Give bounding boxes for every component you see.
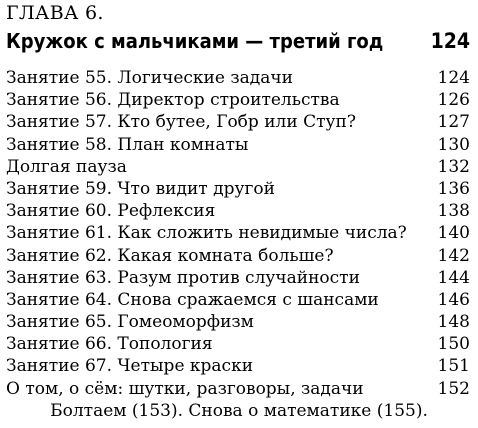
toc-entry-title: Занятие 58. План комнаты <box>6 134 249 155</box>
toc-entry <box>6 290 470 312</box>
toc-entry-page: 146 <box>437 289 470 310</box>
chapter-title: Кружок с мальчиками — третий год <box>6 29 384 53</box>
toc-entry-page: 124 <box>437 68 470 88</box>
chapter-label: ГЛАВА 6. <box>6 2 104 24</box>
toc-entry-title: Занятие 67. Четыре краски <box>6 356 254 377</box>
toc-entry-title: Занятие 66. Топология <box>6 334 213 355</box>
chapter-title-row <box>6 29 470 55</box>
toc-entry-page: 151 <box>437 356 470 377</box>
toc-entry <box>6 356 470 378</box>
toc-entry <box>6 157 470 179</box>
toc-entry-title: Занятие 55. Логические задачи <box>6 68 293 88</box>
toc-entry-page: 138 <box>437 201 470 222</box>
toc-entry <box>6 68 470 90</box>
toc-entry <box>6 268 470 290</box>
toc-entry-title: О том, о сём: шутки, разговоры, задачи <box>6 378 364 399</box>
toc-entry <box>6 112 470 134</box>
toc-entry <box>6 201 470 223</box>
toc-entry-page: 144 <box>437 267 470 288</box>
toc-entry-title: Занятие 59. Что видит другой <box>6 178 275 199</box>
toc-footer-line: Болтаем (153). Снова о математике (155). <box>50 401 428 421</box>
toc-entry-page: 130 <box>437 134 470 155</box>
toc-entry <box>6 312 470 334</box>
toc-entry-title: Долгая пауза <box>6 156 127 177</box>
toc-entry-page: 142 <box>437 245 470 266</box>
toc-entry <box>6 379 470 401</box>
toc-entry-page: 132 <box>437 156 470 177</box>
toc-entry-title: Занятие 62. Какая комната больше? <box>6 245 334 266</box>
toc-entry-page: 126 <box>437 90 470 111</box>
toc-entry-title: Занятие 63. Разум против случайности <box>6 267 360 288</box>
toc-list <box>6 68 470 401</box>
toc-entry-page: 127 <box>437 112 470 133</box>
toc-entry-title: Занятие 64. Снова сражаемся с шансами <box>6 289 379 310</box>
toc-entry <box>6 246 470 268</box>
toc-entry-page: 136 <box>437 178 470 199</box>
toc-entry-page: 152 <box>437 378 470 399</box>
toc-entry <box>6 90 470 112</box>
toc-entry-title: Занятие 60. Рефлексия <box>6 201 216 222</box>
toc-entry <box>6 135 470 157</box>
toc-entry-title: Занятие 56. Директор строительства <box>6 90 340 111</box>
chapter-page-number: 124 <box>430 29 470 53</box>
toc-entry-page: 148 <box>437 312 470 333</box>
toc-entry-title: Занятие 57. Кто бутее, Гобр или Ступ? <box>6 112 356 133</box>
toc-entry <box>6 334 470 356</box>
toc-entry <box>6 223 470 245</box>
toc-entry-page: 150 <box>437 334 470 355</box>
toc-entry-page: 140 <box>437 223 470 244</box>
toc-entry-title: Занятие 61. Как сложить невидимые числа? <box>6 223 407 244</box>
toc-entry-title: Занятие 65. Гомеоморфизм <box>6 312 254 333</box>
toc-entry <box>6 179 470 201</box>
